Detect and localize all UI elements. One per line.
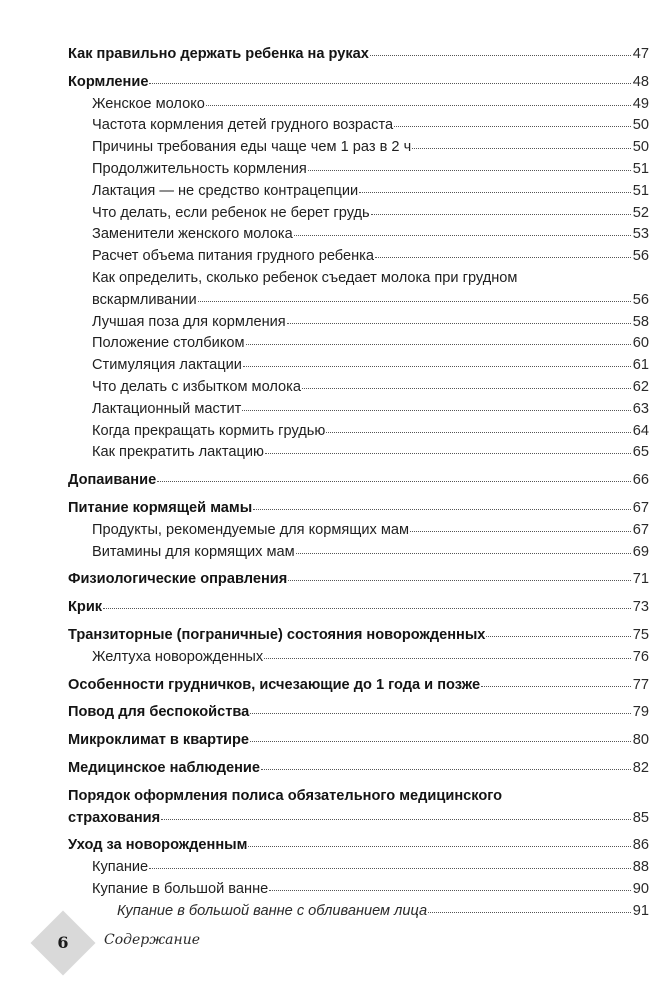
dot-leader (149, 868, 631, 869)
toc-entry-page: 50 (632, 139, 649, 156)
toc-entry-level1[interactable] (0, 498, 660, 520)
toc-entry-title: Расчет объема питания грудного ребенка (92, 248, 374, 265)
toc-entry-level2[interactable] (0, 203, 660, 225)
toc-entry-title: Когда прекращать кормить грудью (92, 422, 326, 439)
dot-leader (250, 713, 630, 714)
toc-entry-page: 60 (632, 335, 649, 352)
toc-entry-level1[interactable] (0, 786, 660, 830)
dot-leader (302, 388, 631, 389)
toc-entry-page: 88 (632, 859, 649, 876)
toc-entry-page: 73 (632, 599, 649, 616)
toc-entry-level1[interactable] (0, 72, 660, 94)
toc-entry-page: 63 (632, 400, 649, 417)
dot-leader (250, 741, 631, 742)
toc-entry-page: 80 (632, 732, 649, 749)
toc-entry-page: 47 (632, 46, 649, 62)
toc-entry-title: Что делать с избытком молока (92, 378, 301, 395)
dot-leader (149, 83, 630, 84)
toc-entry-level2[interactable] (0, 333, 660, 355)
toc-entry-title: Положение столбиком (92, 335, 245, 352)
dot-leader (486, 636, 630, 637)
toc-entry-page: 85 (632, 809, 649, 826)
toc-entry-page: 64 (632, 422, 649, 439)
dot-leader (296, 553, 631, 554)
toc-entry-title: Транзиторные (пограничные) состояния новорожденных (68, 626, 486, 643)
toc-entry-level2[interactable] (0, 857, 660, 879)
toc-entry-level2[interactable] (0, 647, 660, 669)
toc-entry-level2[interactable] (0, 421, 660, 443)
dot-leader (359, 192, 631, 193)
dot-leader (370, 55, 631, 56)
toc-entry-level3[interactable] (0, 901, 660, 923)
toc-entry-title: Витамины для кормящих мам (92, 543, 295, 560)
toc-entry-title: Как прекратить лактацию (92, 444, 264, 461)
dot-leader (265, 453, 631, 454)
toc-entry-page: 90 (632, 880, 649, 897)
dot-leader (103, 608, 631, 609)
toc-entry-level1[interactable] (0, 470, 660, 492)
dot-leader (308, 170, 631, 171)
toc-entry-level1[interactable] (0, 835, 660, 857)
toc-entry-title: Особенности грудничков, исчезающие до 1 года и позже (68, 676, 481, 693)
toc-entry-page: 77 (632, 676, 649, 693)
dot-leader (246, 344, 631, 345)
dot-leader (394, 126, 631, 127)
toc-entry-level2[interactable] (0, 377, 660, 399)
toc-entry-page: 48 (632, 73, 649, 90)
toc-entry-level1[interactable] (0, 730, 660, 752)
toc-entry-title: Питание кормящей мамы (68, 499, 253, 516)
toc-entry-level2[interactable] (0, 94, 660, 116)
dot-leader (326, 432, 630, 433)
toc-entry-page: 66 (632, 472, 649, 489)
dot-leader (198, 301, 631, 302)
toc-entry-title: Физиологические оправления (68, 571, 288, 588)
toc-entry-title: Продукты, рекомендуемые для кормящих мам (92, 521, 410, 538)
toc-entry-title-continued: вскармливании (92, 291, 197, 308)
dot-leader (287, 323, 631, 324)
toc-entry-title: Что делать, если ребенок не берет грудь (92, 204, 370, 221)
toc-entry-level2[interactable] (0, 399, 660, 421)
toc-entry-level2[interactable] (0, 159, 660, 181)
toc-entry-title: Порядок оформления полиса обязательного медицинского (68, 787, 503, 804)
toc-entry-page: 67 (632, 521, 649, 538)
toc-entry-level1[interactable] (0, 625, 660, 647)
dot-leader (264, 658, 631, 659)
dot-leader (157, 481, 631, 482)
toc-entry-level1[interactable] (0, 675, 660, 697)
dot-leader (294, 235, 631, 236)
toc-entry-title: Повод для беспокойства (68, 704, 250, 721)
toc-entry-level2[interactable] (0, 246, 660, 268)
table-of-contents (0, 44, 660, 922)
toc-entry-level1[interactable] (0, 702, 660, 724)
toc-entry-title: Стимуляция лактации (92, 357, 242, 374)
toc-entry-page: 65 (632, 444, 649, 461)
toc-entry-title: Кормление (68, 73, 149, 90)
toc-entry-level2[interactable] (0, 181, 660, 203)
dot-leader (288, 580, 631, 581)
toc-entry-page: 91 (632, 902, 649, 919)
toc-entry-page: 76 (632, 648, 649, 665)
toc-entry-title-continued: страхования (68, 809, 161, 826)
toc-entry-title: Причины требования еды чаще чем 1 раз в 2 ч (92, 139, 412, 156)
toc-entry-level1[interactable] (0, 569, 660, 591)
dot-leader (161, 819, 631, 820)
toc-entry-page: 69 (632, 543, 649, 560)
toc-entry-page: 75 (632, 626, 649, 643)
running-head: Содержание (104, 932, 201, 948)
toc-entry-level1[interactable] (0, 44, 660, 66)
toc-entry-title: Продолжительность кормления (92, 160, 307, 177)
toc-entry-page: 61 (632, 357, 649, 374)
toc-entry-title: Желтуха новорожденных (92, 648, 264, 665)
toc-entry-level2[interactable] (0, 879, 660, 901)
dot-leader (412, 148, 631, 149)
toc-entry-level2[interactable] (0, 442, 660, 464)
toc-entry-title: Купание в большой ванне (92, 880, 269, 897)
page-number: 6 (57, 933, 69, 952)
toc-entry-level1[interactable] (0, 758, 660, 780)
toc-entry-title: Медицинское наблюдение (68, 759, 260, 776)
toc-entry-title: Женское молоко (92, 95, 205, 112)
toc-entry-level2[interactable] (0, 224, 660, 246)
dot-leader (481, 686, 631, 687)
dot-leader (248, 846, 630, 847)
dot-leader (428, 912, 631, 913)
toc-entry-title: Купание (92, 859, 149, 876)
toc-entry-page: 51 (632, 160, 649, 177)
dot-leader (269, 890, 631, 891)
toc-entry-page: 67 (632, 499, 649, 516)
toc-entry-title: Заменители женского молока (92, 226, 293, 243)
dot-leader (375, 257, 631, 258)
dot-leader (206, 105, 631, 106)
toc-entry-level1[interactable] (0, 597, 660, 619)
toc-entry-title: Лактация — не средство контрацепции (92, 182, 359, 199)
toc-entry-title: Как определить, сколько ребенок съедает молока при грудном (92, 269, 518, 286)
toc-entry-page: 56 (632, 291, 649, 308)
toc-entry-page: 86 (632, 837, 649, 854)
toc-entry-page: 52 (632, 204, 649, 221)
dot-leader (410, 531, 631, 532)
dot-leader (253, 509, 631, 510)
toc-entry-title: Как правильно держать ребенка на руках (68, 46, 369, 62)
toc-entry-page: 53 (632, 226, 649, 243)
toc-entry-level2[interactable] (0, 355, 660, 377)
toc-entry-page: 82 (632, 759, 649, 776)
toc-entry-title: Крик (68, 599, 103, 616)
toc-entry-title: Лактационный мастит (92, 400, 242, 417)
toc-entry-page: 62 (632, 378, 649, 395)
toc-entry-page: 56 (632, 248, 649, 265)
dot-leader (243, 366, 631, 367)
toc-entry-level2[interactable] (0, 115, 660, 137)
toc-entry-page: 50 (632, 117, 649, 134)
toc-entry-page: 71 (632, 571, 649, 588)
toc-entry-title: Частота кормления детей грудного возраста (92, 117, 394, 134)
toc-entry-level2[interactable] (0, 542, 660, 564)
dot-leader (242, 410, 630, 411)
toc-entry-title: Допаивание (68, 472, 157, 489)
toc-entry-level2[interactable] (0, 268, 660, 312)
toc-entry-title: Уход за новорожденным (68, 837, 248, 854)
toc-entry-page: 79 (632, 704, 649, 721)
toc-entry-page: 58 (632, 313, 649, 330)
toc-entry-page: 49 (632, 95, 649, 112)
dot-leader (371, 214, 631, 215)
toc-entry-level2[interactable] (0, 312, 660, 334)
dot-leader (261, 769, 631, 770)
toc-entry-level2[interactable] (0, 137, 660, 159)
toc-entry-page: 51 (632, 182, 649, 199)
toc-entry-level2[interactable] (0, 520, 660, 542)
toc-entry-title: Купание в большой ванне с обливанием лица (117, 902, 428, 919)
toc-entry-title: Лучшая поза для кормления (92, 313, 286, 330)
toc-entry-title: Микроклимат в квартире (68, 732, 250, 749)
